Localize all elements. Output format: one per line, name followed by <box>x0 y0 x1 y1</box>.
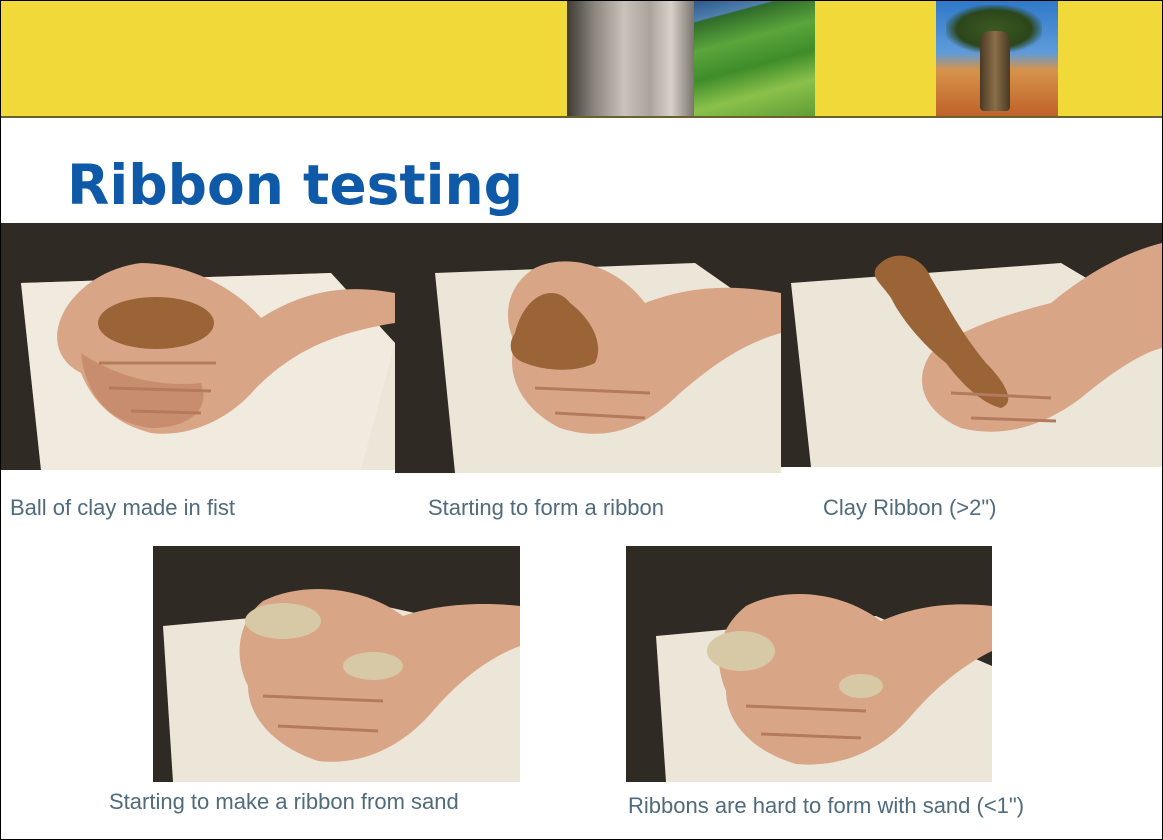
banner-photo-tree <box>936 1 1058 116</box>
slide-title: Ribbon testing <box>67 153 524 217</box>
photo-sand-crumbly <box>626 546 992 782</box>
caption-clay-ribbon: Clay Ribbon (>2") <box>823 495 997 520</box>
tree-trunk <box>980 31 1010 111</box>
caption-sand-crumbly: Ribbons are hard to form with sand (<1") <box>628 793 1025 818</box>
caption-forming-ribbon: Starting to form a ribbon <box>428 495 665 520</box>
photo-clay-ball <box>1 223 395 470</box>
caption-clay-ball: Ball of clay made in fist <box>10 495 235 520</box>
photo-forming-ribbon <box>395 223 781 473</box>
banner-photo-green-hills <box>694 1 815 116</box>
header-banner <box>1 1 1162 118</box>
photo-sand-start <box>153 546 520 782</box>
caption-sand-start: Starting to make a ribbon from sand <box>109 789 459 814</box>
banner-photo-curtain <box>567 1 694 116</box>
photo-clay-ribbon <box>781 223 1162 467</box>
